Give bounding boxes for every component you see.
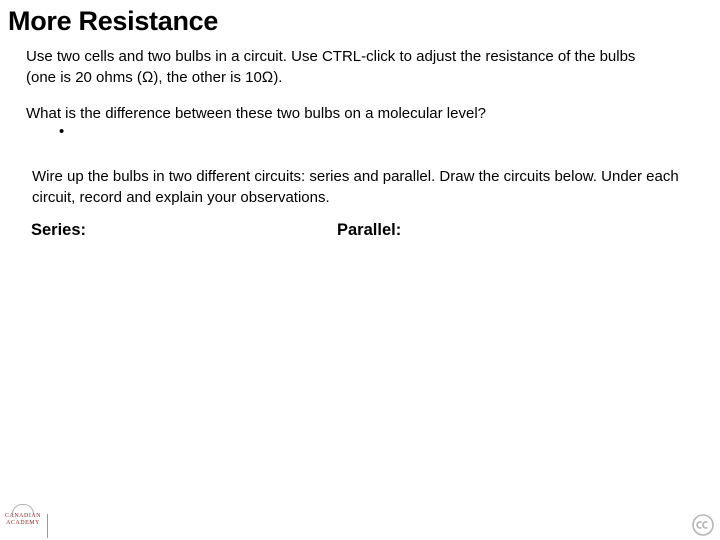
instructions-paragraph: Wire up the bulbs in two different circuits: series and parallel. Draw the circuits below. Under each circuit, record and explain your observations. [32,168,679,206]
intro-paragraph: Use two cells and two bulbs in a circuit. Use CTRL-click to adjust the resistance of the bulbs (one is 20 ohms (Ω), the other is 10Ω). [26,48,636,86]
logo-divider [47,514,48,538]
cc-icon [692,514,714,536]
parallel-label: Parallel: [337,221,402,239]
logo-text [2,513,44,527]
question-paragraph: What is the difference between these two bulbs on a molecular level? [26,105,486,122]
logo-line-1: CANADIAN [5,513,41,519]
answer-bullet: • [59,123,65,140]
slide-title: More Resistance [8,6,219,36]
series-label: Series: [31,221,87,239]
logo-line-2: ACADEMY [6,520,40,526]
